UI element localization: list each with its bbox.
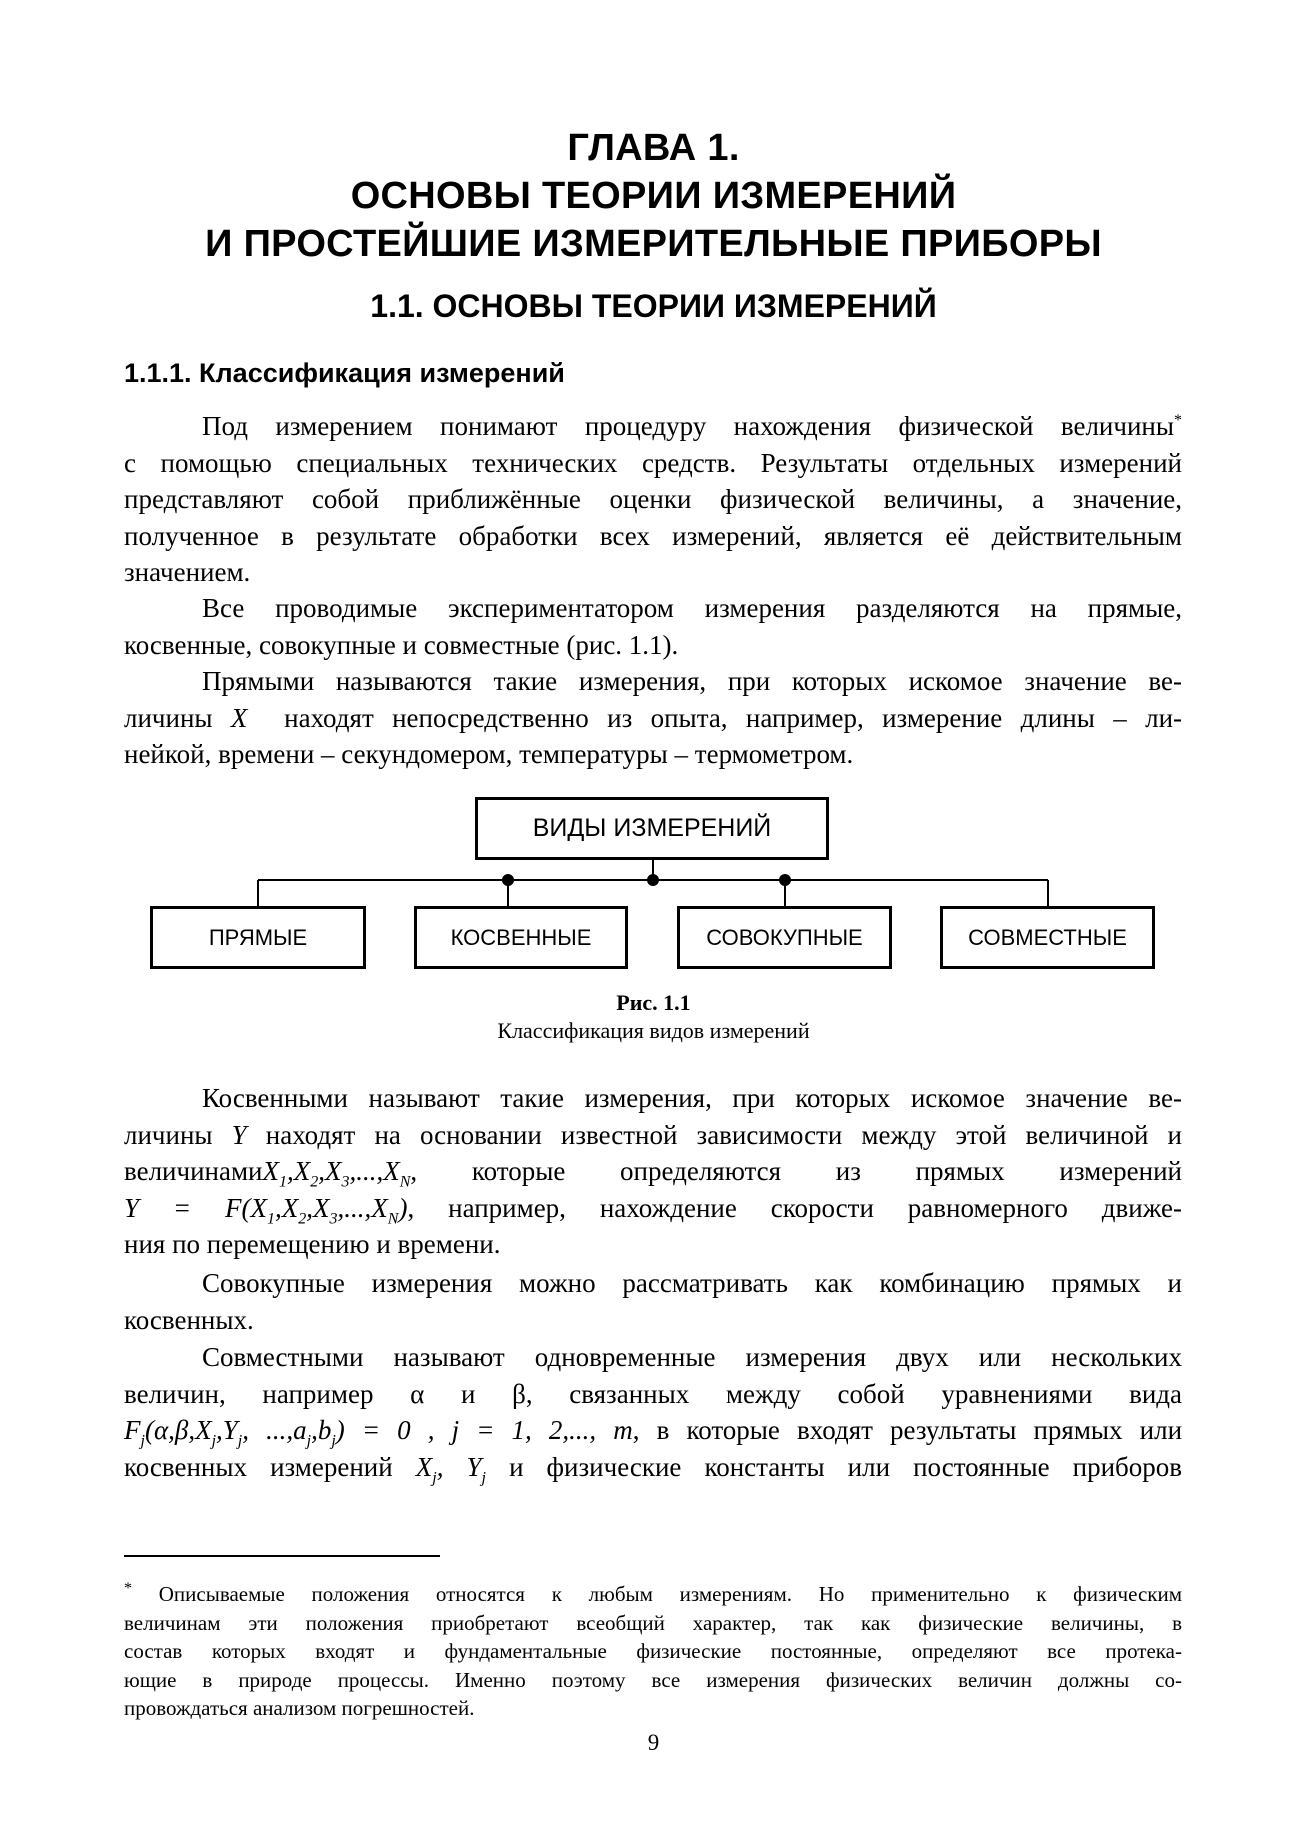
var-x: X <box>230 702 248 733</box>
footnote-line-1: Описываемые положения относятся к любым измерениям. Но применительно к физическим <box>158 1582 1183 1606</box>
p1-line-1: Под измерением понимают процедуру нахождения физической величины <box>202 411 1174 441</box>
p4-line-1: Косвенными называют такие измерения, при которых искомое значение ве- <box>202 1083 1182 1113</box>
p6-line-3b: в которые входят результаты прямых или <box>656 1415 1183 1445</box>
p6-line-2b: связанных между собой уравнениями вида <box>569 1378 1182 1409</box>
footnote-marker: * <box>1174 412 1182 429</box>
p1-line-4: полученное в результате обработки всех измерений, является её действительным <box>124 520 1182 551</box>
chapter-title-line-3: И ПРОСТЕЙШИЕ ИЗМЕРИТЕЛЬНЫЕ ПРИБОРЫ <box>205 223 1102 265</box>
figure-caption: Классификация видов измерений <box>497 1018 810 1043</box>
paragraph-indirect: Косвенными называют такие измерения, при которых искомое значение ве- личины Y находят на основании известной зависимости между этой величиной и $величинамиX_1,X_2,X_3,...,X_N$, которые определяются из прямых измерений $Y = F(X_1,X_2,X_3,...,X_N)$, например, нахождение скорости равномерного движе- ния по перемещению и времени. <box>124 1080 1182 1263</box>
chapter-title-line-2: ОСНОВЫ ТЕОРИИ ИЗМЕРЕНИЙ <box>350 175 957 217</box>
p3-line-3: нейкой, времени – секундомером, температуры – термометром. <box>124 739 854 769</box>
footnote-line-2: величинам эти положения приобретают всеобщий характер, так как физические величины, в <box>124 1610 1182 1635</box>
diagram-box-aggregate: СОВОКУПНЫЕ <box>677 906 892 969</box>
var-y: Y <box>231 1119 247 1150</box>
p3-line-2b: находят непосредственно из опыта, например, измерение длины – ли- <box>284 702 1183 733</box>
p1-line-3: представляют собой приближённые оценки физической величины, а значение, <box>124 484 1182 514</box>
p4-line-4b: например, нахождение скорости равномерного движе- <box>448 1192 1183 1223</box>
p4-line-5: ния по перемещению и времени. <box>124 1229 501 1259</box>
footnote-line-5: провождаться анализом погрешностей. <box>124 1696 475 1720</box>
p1-line-2: с помощью специальных технических средств. Результаты отдельных измерений <box>124 447 1182 478</box>
junction-dot-1 <box>502 874 514 886</box>
p6-line-4b: и физические константы или постоянные приборов <box>509 1451 1183 1482</box>
junction-dot-2 <box>647 874 659 886</box>
footnote <box>124 1580 1182 1723</box>
paragraph-joint: Совместными называют одновременные измерения двух или нескольких величин, например α и β, связанных между собой уравнениями вида $F_j(\alpha,\beta,X_j,Y_j$, $...,a_j,b_j) = 0$ , j = 1, 2,..., m, в которые входят результаты прямых или косвенных измерений $X_j$, $Y_j$ и физические константы или постоянные приборов <box>124 1342 1183 1486</box>
diagram-box-indirect: КОСВЕННЫЕ <box>414 906 628 969</box>
footnote-rule <box>124 1555 440 1557</box>
p6-line-2a: величин, например <box>124 1378 374 1409</box>
formula-x-list: $X_1,X_2,X_3,...,X_N$ <box>262 1156 411 1191</box>
formula-xj-yj: $X_j$, $Y_j$ <box>415 1451 486 1486</box>
p3-line-1: Прямыми называются такие измерения, при которых искомое значение ве- <box>202 666 1182 696</box>
diagram-box-joint: СОВМЕСТНЫЕ <box>940 906 1155 969</box>
junction-dot-3 <box>779 874 791 886</box>
p6-line-4a: косвенных измерений <box>124 1451 393 1482</box>
subsection-title: 1.1.1. Классификация измерений <box>124 358 565 388</box>
symbol-alpha: α <box>410 1378 425 1409</box>
p6-line-1: Совместными называют одновременные измерения двух или нескольких <box>202 1342 1182 1372</box>
footnote-line-3: состав которых входят и фундаментальные физические постоянные, определяют все протека- <box>124 1639 1182 1663</box>
p2-line-1: Все проводимые экспериментатором измерения разделяются на прямые, <box>202 593 1182 623</box>
diagram-root-box: ВИДЫ ИЗМЕРЕНИЙ <box>475 797 829 860</box>
p4-line-3a: величинами <box>124 1156 263 1186</box>
p5-line-1: Совокупные измерения можно рассматривать как комбинацию прямых и <box>202 1268 1182 1298</box>
p4-line-3b: которые определяются из прямых измерений <box>471 1156 1183 1186</box>
symbol-beta: β <box>512 1378 526 1409</box>
footnote-line-4: ющие в природе процессы. Именно поэтому все измерения физических величин должны со- <box>124 1667 1182 1692</box>
section-title: 1.1. ОСНОВЫ ТЕОРИИ ИЗМЕРЕНИЙ <box>370 288 937 324</box>
p3-line-2a: личины <box>124 702 213 733</box>
p6-and: и <box>460 1378 476 1409</box>
paragraph-aggregate <box>124 1265 1182 1338</box>
diagram-box-direct: ПРЯМЫЕ <box>150 906 366 969</box>
p5-line-2: косвенных. <box>124 1304 254 1335</box>
page-number: 9 <box>647 1730 660 1755</box>
figure-label: Рис. 1.1 <box>616 990 691 1015</box>
chapter-title-line-1: ГЛАВА 1. <box>567 127 740 169</box>
footnote-mark: * <box>124 1580 132 1597</box>
p2-line-2: косвенные, совокупные и совместные (рис. 1.1). <box>124 629 679 660</box>
p4-line-2b: находят на основании известной зависимости между этой величиной и <box>265 1119 1182 1150</box>
p4-line-2a: личины <box>124 1119 213 1150</box>
p1-line-5: значением. <box>124 557 251 587</box>
formula-y-function: $Y = F(X_1,X_2,X_3,...,X_N)$ <box>124 1192 408 1227</box>
formula-joint-equation: $F_j(\alpha,\beta,X_j,Y_j$, $...,a_j,b_j) = 0$ , j = 1, 2,..., m <box>124 1415 633 1450</box>
